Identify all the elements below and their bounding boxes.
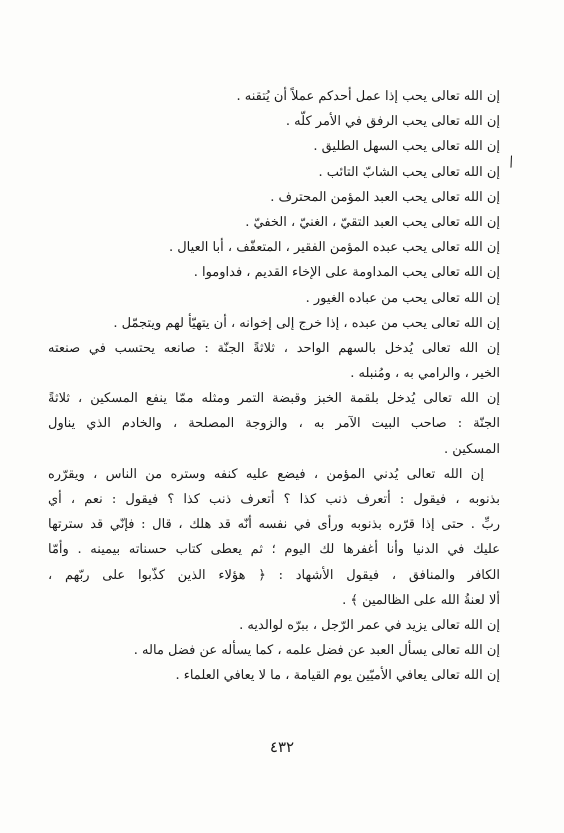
text-line: إن الله تعالى يُدخل بالسهم الواحد ، ثلاثةً الجنّة : صانعه يحتسب في صنعته bbox=[48, 340, 500, 356]
text-line: بذنوبه ، فيقول : أتعرف ذنب كذا ؟ أتعرف ذنب كذا ؟ فيقول : نعم ، أي bbox=[48, 492, 500, 507]
hadith-entry-line: إن الله تعالى يحب الرفق في الأمر كلّه . bbox=[285, 114, 500, 130]
hadith-entry-line: إن الله تعالى يحب من عباده الغيور . bbox=[305, 290, 500, 306]
margin-mark: / bbox=[507, 153, 516, 171]
hadith-entry-line: إن الله تعالى يحب السهل الطليق . bbox=[313, 139, 500, 155]
text-line: إن الله تعالى يُدخل بلقمة الخبز وقبضة التمر ومثله ممّا ينفع المسكين ، ثلاثةً bbox=[48, 391, 500, 407]
text-line: ربِّ . حتى إذا قرّره بذنوبه ورأى في نفسه أنّه قد هلك ، قال : فإنّي قد سترتها bbox=[48, 517, 500, 533]
page-number: ٤٣٢ bbox=[269, 738, 295, 756]
text-line: الجنّة : صاحب البيت الآمر به ، والزوجة المصلحة ، والخادم الذي يناول bbox=[48, 416, 500, 432]
text-line: المسكين . bbox=[444, 441, 500, 457]
hadith-entry-line: إن الله تعالى يحب المداومة على الإخاء القديم ، فداوموا . bbox=[193, 265, 500, 281]
text-line: ألا لعنةُ الله على الظالمين ﴾ . bbox=[342, 592, 500, 608]
text-line: الكافر والمنافق ، فيقول الأشهاد : ﴿ هؤلاء الذين كذّبوا على ربّهم ، bbox=[48, 567, 500, 583]
hadith-entry-line: إن الله تعالى يحب الشابّ التائب . bbox=[318, 164, 500, 180]
hadith-entry-line: إن الله تعالى يعافي الأميّين يوم القيامة ، ما لا يعافي العلماء . bbox=[175, 668, 500, 684]
text-line: إن الله تعالى يُدني المؤمن ، فيضع عليه كنفه وستره من الناس ، ويقرّره bbox=[48, 466, 484, 482]
hadith-entry-line: إن الله تعالى يحب العبد التقيّ ، الغنيّ ، الخفيّ . bbox=[245, 214, 500, 230]
text-line: الخير ، والرامي به ، ومُنبله . bbox=[350, 366, 500, 382]
hadith-entry-line: إن الله تعالى يزيد في عمر الرّجل ، ببرّه لوالديه . bbox=[239, 617, 500, 633]
hadith-entry-line: إن الله تعالى يحب من عبده ، إذا خرج إلى إخوانه ، أن يتهيّأ لهم ويتجمّل . bbox=[113, 315, 500, 331]
hadith-entry-line: إن الله تعالى يحب العبد المؤمن المحترف . bbox=[270, 189, 500, 205]
hadith-entry-line: إن الله تعالى يحب عبده المؤمن الفقير ، المتعفّف ، أبا العيال . bbox=[168, 240, 500, 256]
hadith-entry-line: إن الله تعالى يسأل العبد عن فضل علمه ، كما يسأله عن فضل ماله . bbox=[133, 643, 500, 659]
text-line: عليك في الدنيا وأنا أغفرها لك اليوم ؛ ثم يعطى كتاب حسناته بيمينه . وأمّا bbox=[48, 542, 500, 558]
hadith-entry-line: إن الله تعالى يحب إذا عمل أحدكم عملاً أن يُتقنه . bbox=[236, 89, 500, 104]
hadith-text-block bbox=[48, 84, 500, 689]
